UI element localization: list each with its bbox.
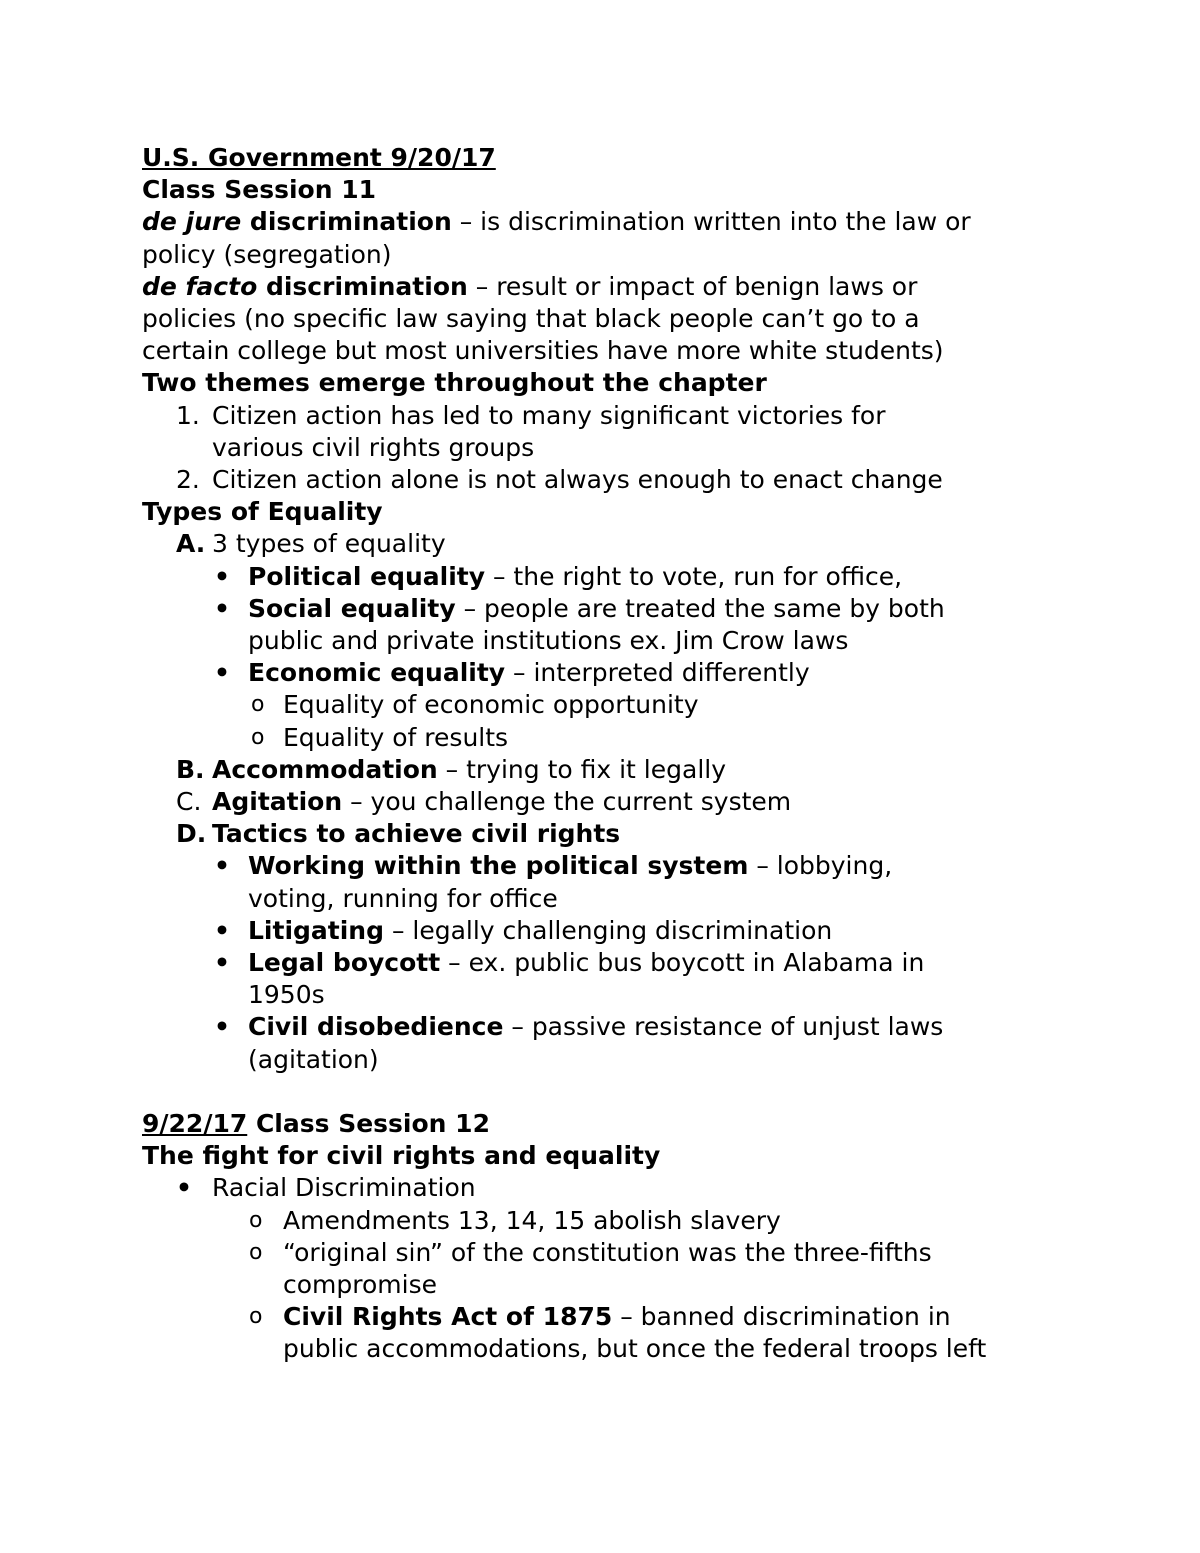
item-def: – banned discrimination in bbox=[612, 1302, 951, 1332]
sub-item-text: “original sin” of the constitution was the three-fifths bbox=[283, 1237, 932, 1267]
item-def: – ex. public bus boycott in Alabama in bbox=[440, 948, 925, 978]
bullet-icon: • bbox=[214, 948, 230, 978]
session-title: Class Session 12 bbox=[247, 1108, 490, 1138]
session-12-heading bbox=[142, 1108, 1102, 1140]
page-title: U.S. Government 9/20/17 bbox=[142, 143, 496, 172]
circle-bullet-icon: o bbox=[249, 1304, 263, 1330]
circle-bullet-icon: o bbox=[251, 692, 265, 718]
bullet-icon: • bbox=[176, 1173, 192, 1203]
outline-term: Accommodation bbox=[212, 754, 438, 784]
list-item bbox=[142, 947, 1102, 979]
circle-bullet-icon: o bbox=[249, 1239, 263, 1265]
bullet-icon: • bbox=[214, 851, 230, 881]
bullet-icon: • bbox=[214, 1012, 230, 1042]
dejure-def-cont: policy (segregation) bbox=[142, 239, 392, 269]
circle-bullet-icon: o bbox=[251, 724, 265, 750]
outline-item-d bbox=[142, 818, 1102, 850]
outline-marker: C. bbox=[176, 787, 202, 817]
sub-item-text: Equality of economic opportunity bbox=[283, 690, 699, 720]
item-term: Civil disobedience bbox=[248, 1012, 504, 1042]
outline-term: Agitation bbox=[212, 787, 343, 817]
item-term: Social equality bbox=[248, 593, 456, 623]
sub-list-item bbox=[142, 1237, 1102, 1269]
list-item bbox=[142, 1011, 1102, 1043]
bullet-icon: • bbox=[214, 658, 230, 688]
defacto-def-cont: certain college but most universities have more white students) bbox=[142, 336, 944, 366]
sub-list-item bbox=[142, 689, 1102, 721]
item-def: – legally challenging discrimination bbox=[384, 915, 833, 945]
list-marker: 1. bbox=[176, 400, 200, 430]
sub-list-item bbox=[142, 1301, 1102, 1333]
bullet-icon: • bbox=[214, 561, 230, 591]
item-term: Civil Rights Act of 1875 bbox=[283, 1302, 613, 1332]
dejure-word: discrimination bbox=[241, 207, 452, 237]
sub-list-item bbox=[142, 722, 1102, 754]
sub-item-text: Amendments 13, 14, 15 abolish slavery bbox=[283, 1205, 781, 1235]
list-item bbox=[142, 850, 1102, 882]
list-item bbox=[142, 593, 1102, 625]
session-date: 9/22/17 bbox=[142, 1108, 248, 1138]
outline-item-a bbox=[142, 528, 1102, 560]
outline-item-c bbox=[142, 786, 1102, 818]
defacto-definition bbox=[142, 271, 1102, 303]
item-term: Economic equality bbox=[248, 658, 506, 688]
outline-def: – you challenge the current system bbox=[342, 787, 792, 817]
item-term: Legal boycott bbox=[248, 948, 441, 978]
outline-text: 3 types of equality bbox=[212, 529, 446, 559]
dejure-def: – is discrimination written into the law or bbox=[451, 207, 971, 237]
outline-marker: B. bbox=[176, 754, 205, 784]
bullet-icon: • bbox=[214, 915, 230, 945]
list-item-cont: 1950s bbox=[248, 980, 325, 1010]
dejure-term: de jure bbox=[142, 207, 242, 237]
bullet-icon: • bbox=[214, 593, 230, 623]
defacto-word: discrimination bbox=[257, 271, 468, 301]
defacto-term: de facto bbox=[142, 271, 258, 301]
circle-bullet-icon: o bbox=[249, 1207, 263, 1233]
list-item bbox=[142, 464, 1102, 496]
outline-marker: D. bbox=[176, 819, 207, 849]
item-term: Political equality bbox=[248, 561, 486, 591]
list-item-cont: voting, running for office bbox=[248, 883, 558, 913]
sub-list-item bbox=[142, 1205, 1102, 1237]
notes-body bbox=[142, 142, 1102, 1366]
outline-marker: A. bbox=[176, 529, 206, 559]
list-item-cont: public and private institutions ex. Jim Crow laws bbox=[248, 626, 849, 656]
list-text: Citizen action has led to many significant victories for bbox=[212, 400, 886, 430]
item-def: – lobbying, bbox=[748, 851, 893, 881]
list-item bbox=[142, 1172, 1102, 1204]
item-def: – the right to vote, run for office, bbox=[485, 561, 903, 591]
item-term: Working within the political system bbox=[248, 851, 749, 881]
list-text: Citizen action alone is not always enough to enact change bbox=[212, 465, 943, 495]
list-item bbox=[142, 400, 1102, 432]
item-term: Litigating bbox=[248, 915, 384, 945]
equality-heading: Types of Equality bbox=[142, 497, 383, 527]
list-item-cont: (agitation) bbox=[248, 1044, 379, 1074]
outline-def: – trying to fix it legally bbox=[437, 754, 727, 784]
outline-text: Tactics to achieve civil rights bbox=[212, 819, 621, 849]
sub-item-text: Equality of results bbox=[283, 722, 509, 752]
list-item bbox=[142, 657, 1102, 689]
list-marker: 2. bbox=[176, 465, 200, 495]
item-text: Racial Discrimination bbox=[212, 1173, 476, 1203]
section-heading: The fight for civil rights and equality bbox=[142, 1141, 661, 1171]
list-item bbox=[142, 561, 1102, 593]
item-def: – passive resistance of unjust laws bbox=[503, 1012, 944, 1042]
item-def: – interpreted differently bbox=[505, 658, 810, 688]
defacto-def-cont: policies (no specific law saying that black people can’t go to a bbox=[142, 304, 920, 334]
sub-list-item-cont: compromise bbox=[283, 1269, 437, 1299]
list-item-cont: various civil rights groups bbox=[212, 432, 535, 462]
sub-list-item-cont: public accommodations, but once the federal troops left bbox=[283, 1334, 987, 1364]
session-heading: Class Session 11 bbox=[142, 175, 377, 205]
themes-heading: Two themes emerge throughout the chapter bbox=[142, 368, 767, 398]
list-item bbox=[142, 915, 1102, 947]
item-def: – people are treated the same by both bbox=[455, 593, 945, 623]
dejure-definition bbox=[142, 206, 1102, 238]
defacto-def: – result or impact of benign laws or bbox=[467, 271, 918, 301]
spacer bbox=[142, 1076, 1102, 1108]
outline-item-b bbox=[142, 754, 1102, 786]
